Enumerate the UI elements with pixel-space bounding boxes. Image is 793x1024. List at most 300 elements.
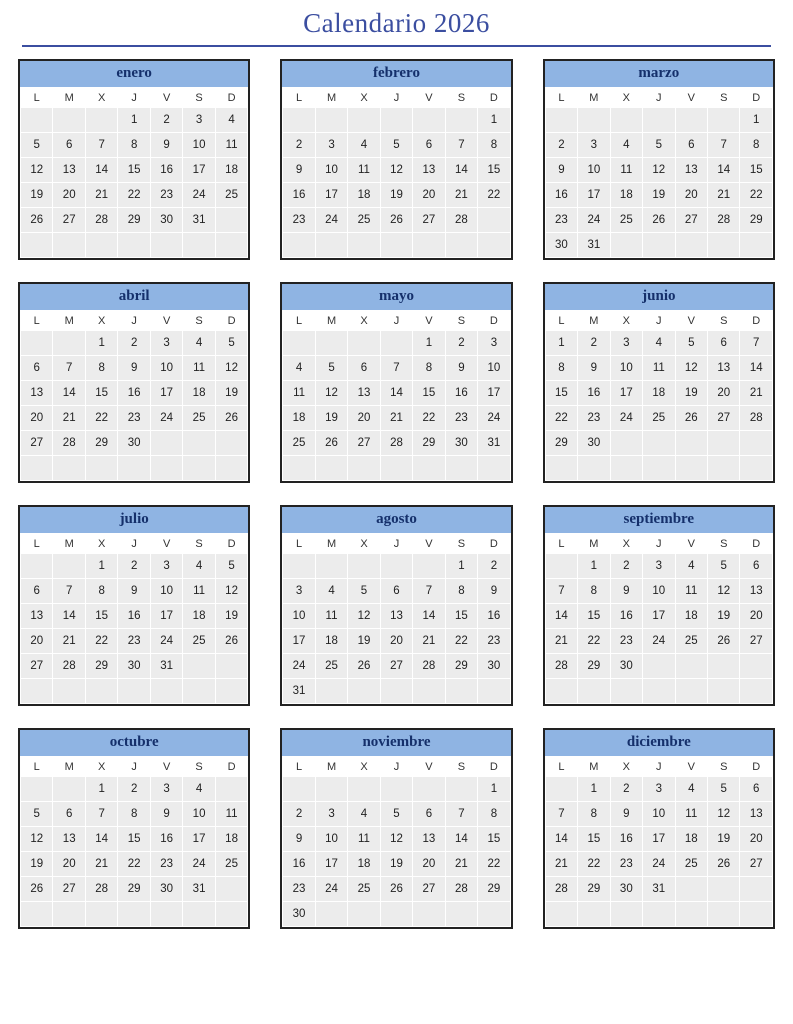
day-cell[interactable]: 26: [215, 629, 248, 654]
day-cell[interactable]: 21: [445, 183, 477, 208]
day-cell[interactable]: 29: [445, 654, 477, 679]
day-cell[interactable]: 23: [578, 406, 610, 431]
day-cell[interactable]: 3: [610, 331, 642, 356]
day-cell[interactable]: 5: [675, 331, 707, 356]
day-cell[interactable]: 29: [413, 431, 445, 456]
day-cell[interactable]: 28: [545, 877, 577, 902]
day-cell[interactable]: 8: [478, 802, 511, 827]
day-cell[interactable]: 16: [118, 381, 150, 406]
day-cell[interactable]: 7: [380, 356, 412, 381]
day-cell[interactable]: 7: [85, 133, 117, 158]
day-cell[interactable]: 10: [315, 158, 347, 183]
day-cell[interactable]: 1: [740, 108, 773, 133]
day-cell[interactable]: 1: [413, 331, 445, 356]
day-cell[interactable]: 14: [53, 381, 85, 406]
day-cell[interactable]: 20: [21, 406, 53, 431]
day-cell[interactable]: 7: [740, 331, 773, 356]
day-cell[interactable]: 21: [53, 406, 85, 431]
day-cell[interactable]: 12: [21, 158, 53, 183]
day-cell[interactable]: 13: [53, 827, 85, 852]
day-cell[interactable]: 6: [413, 802, 445, 827]
day-cell[interactable]: 12: [348, 604, 380, 629]
day-cell[interactable]: 18: [215, 158, 248, 183]
day-cell[interactable]: 10: [183, 133, 215, 158]
day-cell[interactable]: 9: [150, 133, 182, 158]
day-cell[interactable]: 27: [413, 877, 445, 902]
day-cell[interactable]: 30: [150, 208, 182, 233]
day-cell[interactable]: 18: [643, 381, 675, 406]
day-cell[interactable]: 20: [740, 604, 773, 629]
day-cell[interactable]: 3: [183, 108, 215, 133]
day-cell[interactable]: 4: [348, 802, 380, 827]
day-cell[interactable]: 5: [315, 356, 347, 381]
day-cell[interactable]: 12: [675, 356, 707, 381]
day-cell[interactable]: 27: [740, 629, 773, 654]
day-cell[interactable]: 21: [380, 406, 412, 431]
day-cell[interactable]: 15: [118, 158, 150, 183]
day-cell[interactable]: 9: [118, 579, 150, 604]
day-cell[interactable]: 4: [675, 554, 707, 579]
day-cell[interactable]: 26: [348, 654, 380, 679]
day-cell[interactable]: 2: [118, 777, 150, 802]
day-cell[interactable]: 17: [315, 852, 347, 877]
day-cell[interactable]: 28: [85, 877, 117, 902]
day-cell[interactable]: 6: [53, 133, 85, 158]
day-cell[interactable]: 23: [118, 406, 150, 431]
day-cell[interactable]: 23: [610, 629, 642, 654]
day-cell[interactable]: 5: [21, 133, 53, 158]
day-cell[interactable]: 6: [708, 331, 740, 356]
day-cell[interactable]: 15: [478, 158, 511, 183]
day-cell[interactable]: 31: [183, 877, 215, 902]
day-cell[interactable]: 13: [413, 158, 445, 183]
day-cell[interactable]: 11: [183, 579, 215, 604]
day-cell[interactable]: 19: [21, 852, 53, 877]
day-cell[interactable]: 1: [85, 554, 117, 579]
day-cell[interactable]: 31: [183, 208, 215, 233]
day-cell[interactable]: 8: [85, 356, 117, 381]
day-cell[interactable]: 11: [643, 356, 675, 381]
day-cell[interactable]: 27: [21, 431, 53, 456]
day-cell[interactable]: 23: [478, 629, 511, 654]
day-cell[interactable]: 16: [610, 827, 642, 852]
day-cell[interactable]: 25: [183, 406, 215, 431]
day-cell[interactable]: 28: [53, 654, 85, 679]
day-cell[interactable]: 31: [643, 877, 675, 902]
day-cell[interactable]: 18: [183, 604, 215, 629]
day-cell[interactable]: 22: [85, 406, 117, 431]
day-cell[interactable]: 9: [545, 158, 577, 183]
day-cell[interactable]: 31: [150, 654, 182, 679]
day-cell[interactable]: 15: [85, 604, 117, 629]
day-cell[interactable]: 1: [478, 108, 511, 133]
day-cell[interactable]: 1: [578, 554, 610, 579]
day-cell[interactable]: 22: [118, 852, 150, 877]
day-cell[interactable]: 15: [413, 381, 445, 406]
day-cell[interactable]: 17: [578, 183, 610, 208]
day-cell[interactable]: 14: [445, 158, 477, 183]
day-cell[interactable]: 2: [118, 554, 150, 579]
day-cell[interactable]: 6: [348, 356, 380, 381]
day-cell[interactable]: 17: [643, 604, 675, 629]
day-cell[interactable]: 17: [610, 381, 642, 406]
day-cell[interactable]: 30: [283, 902, 315, 927]
day-cell[interactable]: 5: [215, 554, 248, 579]
day-cell[interactable]: 7: [85, 802, 117, 827]
day-cell[interactable]: 22: [578, 629, 610, 654]
day-cell[interactable]: 23: [150, 183, 182, 208]
day-cell[interactable]: 4: [348, 133, 380, 158]
day-cell[interactable]: 21: [740, 381, 773, 406]
day-cell[interactable]: 29: [118, 877, 150, 902]
day-cell[interactable]: 27: [21, 654, 53, 679]
day-cell[interactable]: 15: [445, 604, 477, 629]
day-cell[interactable]: 15: [578, 827, 610, 852]
day-cell[interactable]: 2: [283, 133, 315, 158]
day-cell[interactable]: 12: [643, 158, 675, 183]
day-cell[interactable]: 7: [445, 133, 477, 158]
day-cell[interactable]: 3: [283, 579, 315, 604]
day-cell[interactable]: 29: [85, 431, 117, 456]
day-cell[interactable]: 1: [445, 554, 477, 579]
day-cell[interactable]: 13: [413, 827, 445, 852]
day-cell[interactable]: 21: [53, 629, 85, 654]
day-cell[interactable]: 31: [283, 679, 315, 704]
day-cell[interactable]: 23: [283, 877, 315, 902]
day-cell[interactable]: 11: [215, 802, 248, 827]
day-cell[interactable]: 3: [643, 554, 675, 579]
day-cell[interactable]: 28: [545, 654, 577, 679]
day-cell[interactable]: 12: [708, 579, 740, 604]
day-cell[interactable]: 24: [578, 208, 610, 233]
day-cell[interactable]: 1: [478, 777, 511, 802]
day-cell[interactable]: 10: [150, 356, 182, 381]
day-cell[interactable]: 2: [445, 331, 477, 356]
day-cell[interactable]: 18: [183, 381, 215, 406]
day-cell[interactable]: 29: [740, 208, 773, 233]
day-cell[interactable]: 25: [215, 852, 248, 877]
day-cell[interactable]: 23: [445, 406, 477, 431]
day-cell[interactable]: 8: [445, 579, 477, 604]
day-cell[interactable]: 13: [21, 604, 53, 629]
day-cell[interactable]: 27: [708, 406, 740, 431]
day-cell[interactable]: 22: [478, 183, 511, 208]
day-cell[interactable]: 7: [53, 356, 85, 381]
day-cell[interactable]: 4: [215, 108, 248, 133]
day-cell[interactable]: 7: [53, 579, 85, 604]
day-cell[interactable]: 12: [21, 827, 53, 852]
day-cell[interactable]: 9: [478, 579, 511, 604]
day-cell[interactable]: 11: [348, 827, 380, 852]
day-cell[interactable]: 15: [118, 827, 150, 852]
day-cell[interactable]: 28: [53, 431, 85, 456]
day-cell[interactable]: 30: [545, 233, 577, 258]
day-cell[interactable]: 11: [215, 133, 248, 158]
day-cell[interactable]: 19: [21, 183, 53, 208]
day-cell[interactable]: 9: [445, 356, 477, 381]
day-cell[interactable]: 26: [380, 877, 412, 902]
day-cell[interactable]: 26: [708, 852, 740, 877]
day-cell[interactable]: 20: [21, 629, 53, 654]
day-cell[interactable]: 25: [283, 431, 315, 456]
day-cell[interactable]: 5: [380, 802, 412, 827]
day-cell[interactable]: 28: [413, 654, 445, 679]
day-cell[interactable]: 13: [740, 802, 773, 827]
day-cell[interactable]: 20: [413, 852, 445, 877]
day-cell[interactable]: 20: [675, 183, 707, 208]
day-cell[interactable]: 18: [348, 183, 380, 208]
day-cell[interactable]: 5: [708, 777, 740, 802]
day-cell[interactable]: 16: [545, 183, 577, 208]
day-cell[interactable]: 5: [21, 802, 53, 827]
day-cell[interactable]: 2: [478, 554, 511, 579]
day-cell[interactable]: 17: [150, 604, 182, 629]
day-cell[interactable]: 30: [118, 431, 150, 456]
day-cell[interactable]: 14: [380, 381, 412, 406]
day-cell[interactable]: 15: [545, 381, 577, 406]
day-cell[interactable]: 20: [53, 183, 85, 208]
day-cell[interactable]: 17: [283, 629, 315, 654]
day-cell[interactable]: 21: [545, 629, 577, 654]
day-cell[interactable]: 6: [740, 777, 773, 802]
day-cell[interactable]: 8: [545, 356, 577, 381]
day-cell[interactable]: 9: [610, 802, 642, 827]
day-cell[interactable]: 12: [315, 381, 347, 406]
day-cell[interactable]: 7: [413, 579, 445, 604]
day-cell[interactable]: 24: [150, 629, 182, 654]
day-cell[interactable]: 11: [283, 381, 315, 406]
day-cell[interactable]: 4: [610, 133, 642, 158]
day-cell[interactable]: 4: [675, 777, 707, 802]
day-cell[interactable]: 8: [578, 579, 610, 604]
day-cell[interactable]: 14: [740, 356, 773, 381]
day-cell[interactable]: 10: [150, 579, 182, 604]
day-cell[interactable]: 19: [380, 183, 412, 208]
day-cell[interactable]: 18: [675, 604, 707, 629]
day-cell[interactable]: 13: [348, 381, 380, 406]
day-cell[interactable]: 29: [85, 654, 117, 679]
day-cell[interactable]: 21: [445, 852, 477, 877]
day-cell[interactable]: 3: [315, 133, 347, 158]
day-cell[interactable]: 27: [348, 431, 380, 456]
day-cell[interactable]: 21: [413, 629, 445, 654]
day-cell[interactable]: 24: [283, 654, 315, 679]
day-cell[interactable]: 26: [708, 629, 740, 654]
day-cell[interactable]: 15: [478, 827, 511, 852]
day-cell[interactable]: 29: [578, 877, 610, 902]
day-cell[interactable]: 15: [85, 381, 117, 406]
day-cell[interactable]: 16: [578, 381, 610, 406]
day-cell[interactable]: 23: [118, 629, 150, 654]
day-cell[interactable]: 18: [610, 183, 642, 208]
day-cell[interactable]: 23: [283, 208, 315, 233]
day-cell[interactable]: 10: [610, 356, 642, 381]
day-cell[interactable]: 5: [643, 133, 675, 158]
day-cell[interactable]: 18: [675, 827, 707, 852]
day-cell[interactable]: 15: [578, 604, 610, 629]
day-cell[interactable]: 25: [348, 877, 380, 902]
day-cell[interactable]: 22: [445, 629, 477, 654]
day-cell[interactable]: 26: [21, 877, 53, 902]
day-cell[interactable]: 22: [478, 852, 511, 877]
day-cell[interactable]: 2: [118, 331, 150, 356]
day-cell[interactable]: 8: [118, 133, 150, 158]
day-cell[interactable]: 17: [478, 381, 511, 406]
day-cell[interactable]: 2: [283, 802, 315, 827]
day-cell[interactable]: 5: [380, 133, 412, 158]
day-cell[interactable]: 11: [315, 604, 347, 629]
day-cell[interactable]: 2: [545, 133, 577, 158]
day-cell[interactable]: 22: [118, 183, 150, 208]
day-cell[interactable]: 24: [643, 852, 675, 877]
day-cell[interactable]: 1: [578, 777, 610, 802]
day-cell[interactable]: 24: [478, 406, 511, 431]
day-cell[interactable]: 4: [183, 777, 215, 802]
day-cell[interactable]: 21: [545, 852, 577, 877]
day-cell[interactable]: 14: [708, 158, 740, 183]
day-cell[interactable]: 1: [85, 331, 117, 356]
day-cell[interactable]: 16: [445, 381, 477, 406]
day-cell[interactable]: 26: [675, 406, 707, 431]
day-cell[interactable]: 27: [380, 654, 412, 679]
day-cell[interactable]: 11: [675, 579, 707, 604]
day-cell[interactable]: 1: [545, 331, 577, 356]
day-cell[interactable]: 26: [643, 208, 675, 233]
day-cell[interactable]: 24: [315, 877, 347, 902]
day-cell[interactable]: 2: [578, 331, 610, 356]
day-cell[interactable]: 29: [545, 431, 577, 456]
day-cell[interactable]: 19: [380, 852, 412, 877]
day-cell[interactable]: 25: [675, 852, 707, 877]
day-cell[interactable]: 6: [740, 554, 773, 579]
day-cell[interactable]: 18: [315, 629, 347, 654]
day-cell[interactable]: 5: [708, 554, 740, 579]
day-cell[interactable]: 16: [150, 158, 182, 183]
day-cell[interactable]: 26: [315, 431, 347, 456]
day-cell[interactable]: 10: [478, 356, 511, 381]
day-cell[interactable]: 3: [478, 331, 511, 356]
day-cell[interactable]: 9: [283, 158, 315, 183]
day-cell[interactable]: 19: [215, 604, 248, 629]
day-cell[interactable]: 24: [183, 852, 215, 877]
day-cell[interactable]: 13: [21, 381, 53, 406]
day-cell[interactable]: 22: [578, 852, 610, 877]
day-cell[interactable]: 14: [413, 604, 445, 629]
day-cell[interactable]: 22: [85, 629, 117, 654]
day-cell[interactable]: 20: [740, 827, 773, 852]
day-cell[interactable]: 28: [708, 208, 740, 233]
day-cell[interactable]: 6: [413, 133, 445, 158]
day-cell[interactable]: 10: [183, 802, 215, 827]
day-cell[interactable]: 11: [183, 356, 215, 381]
day-cell[interactable]: 12: [380, 158, 412, 183]
day-cell[interactable]: 14: [85, 158, 117, 183]
day-cell[interactable]: 30: [150, 877, 182, 902]
day-cell[interactable]: 31: [578, 233, 610, 258]
day-cell[interactable]: 25: [348, 208, 380, 233]
day-cell[interactable]: 13: [708, 356, 740, 381]
day-cell[interactable]: 19: [215, 381, 248, 406]
day-cell[interactable]: 27: [53, 208, 85, 233]
day-cell[interactable]: 27: [740, 852, 773, 877]
day-cell[interactable]: 24: [315, 208, 347, 233]
day-cell[interactable]: 17: [183, 827, 215, 852]
day-cell[interactable]: 14: [85, 827, 117, 852]
day-cell[interactable]: 30: [478, 654, 511, 679]
day-cell[interactable]: 29: [118, 208, 150, 233]
day-cell[interactable]: 10: [283, 604, 315, 629]
day-cell[interactable]: 25: [183, 629, 215, 654]
day-cell[interactable]: 18: [348, 852, 380, 877]
day-cell[interactable]: 6: [21, 579, 53, 604]
day-cell[interactable]: 14: [53, 604, 85, 629]
day-cell[interactable]: 15: [740, 158, 773, 183]
day-cell[interactable]: 8: [740, 133, 773, 158]
day-cell[interactable]: 16: [150, 827, 182, 852]
day-cell[interactable]: 10: [315, 827, 347, 852]
day-cell[interactable]: 28: [380, 431, 412, 456]
day-cell[interactable]: 7: [545, 579, 577, 604]
day-cell[interactable]: 14: [445, 827, 477, 852]
day-cell[interactable]: 10: [578, 158, 610, 183]
day-cell[interactable]: 11: [675, 802, 707, 827]
day-cell[interactable]: 13: [740, 579, 773, 604]
day-cell[interactable]: 7: [545, 802, 577, 827]
day-cell[interactable]: 21: [708, 183, 740, 208]
day-cell[interactable]: 8: [413, 356, 445, 381]
day-cell[interactable]: 19: [708, 604, 740, 629]
day-cell[interactable]: 17: [183, 158, 215, 183]
day-cell[interactable]: 4: [283, 356, 315, 381]
day-cell[interactable]: 12: [380, 827, 412, 852]
day-cell[interactable]: 24: [183, 183, 215, 208]
day-cell[interactable]: 13: [675, 158, 707, 183]
day-cell[interactable]: 3: [150, 777, 182, 802]
day-cell[interactable]: 8: [478, 133, 511, 158]
day-cell[interactable]: 5: [348, 579, 380, 604]
day-cell[interactable]: 4: [315, 579, 347, 604]
day-cell[interactable]: 25: [643, 406, 675, 431]
day-cell[interactable]: 26: [21, 208, 53, 233]
day-cell[interactable]: 13: [53, 158, 85, 183]
day-cell[interactable]: 20: [348, 406, 380, 431]
day-cell[interactable]: 9: [283, 827, 315, 852]
day-cell[interactable]: 14: [545, 604, 577, 629]
day-cell[interactable]: 25: [315, 654, 347, 679]
day-cell[interactable]: 27: [413, 208, 445, 233]
day-cell[interactable]: 22: [545, 406, 577, 431]
day-cell[interactable]: 10: [643, 802, 675, 827]
day-cell[interactable]: 28: [85, 208, 117, 233]
day-cell[interactable]: 9: [150, 802, 182, 827]
day-cell[interactable]: 11: [348, 158, 380, 183]
day-cell[interactable]: 20: [53, 852, 85, 877]
day-cell[interactable]: 1: [85, 777, 117, 802]
day-cell[interactable]: 23: [610, 852, 642, 877]
day-cell[interactable]: 6: [21, 356, 53, 381]
day-cell[interactable]: 2: [150, 108, 182, 133]
day-cell[interactable]: 29: [578, 654, 610, 679]
day-cell[interactable]: 24: [610, 406, 642, 431]
day-cell[interactable]: 3: [150, 331, 182, 356]
day-cell[interactable]: 28: [445, 877, 477, 902]
day-cell[interactable]: 13: [380, 604, 412, 629]
day-cell[interactable]: 11: [610, 158, 642, 183]
day-cell[interactable]: 28: [740, 406, 773, 431]
day-cell[interactable]: 9: [610, 579, 642, 604]
day-cell[interactable]: 7: [445, 802, 477, 827]
day-cell[interactable]: 17: [643, 827, 675, 852]
